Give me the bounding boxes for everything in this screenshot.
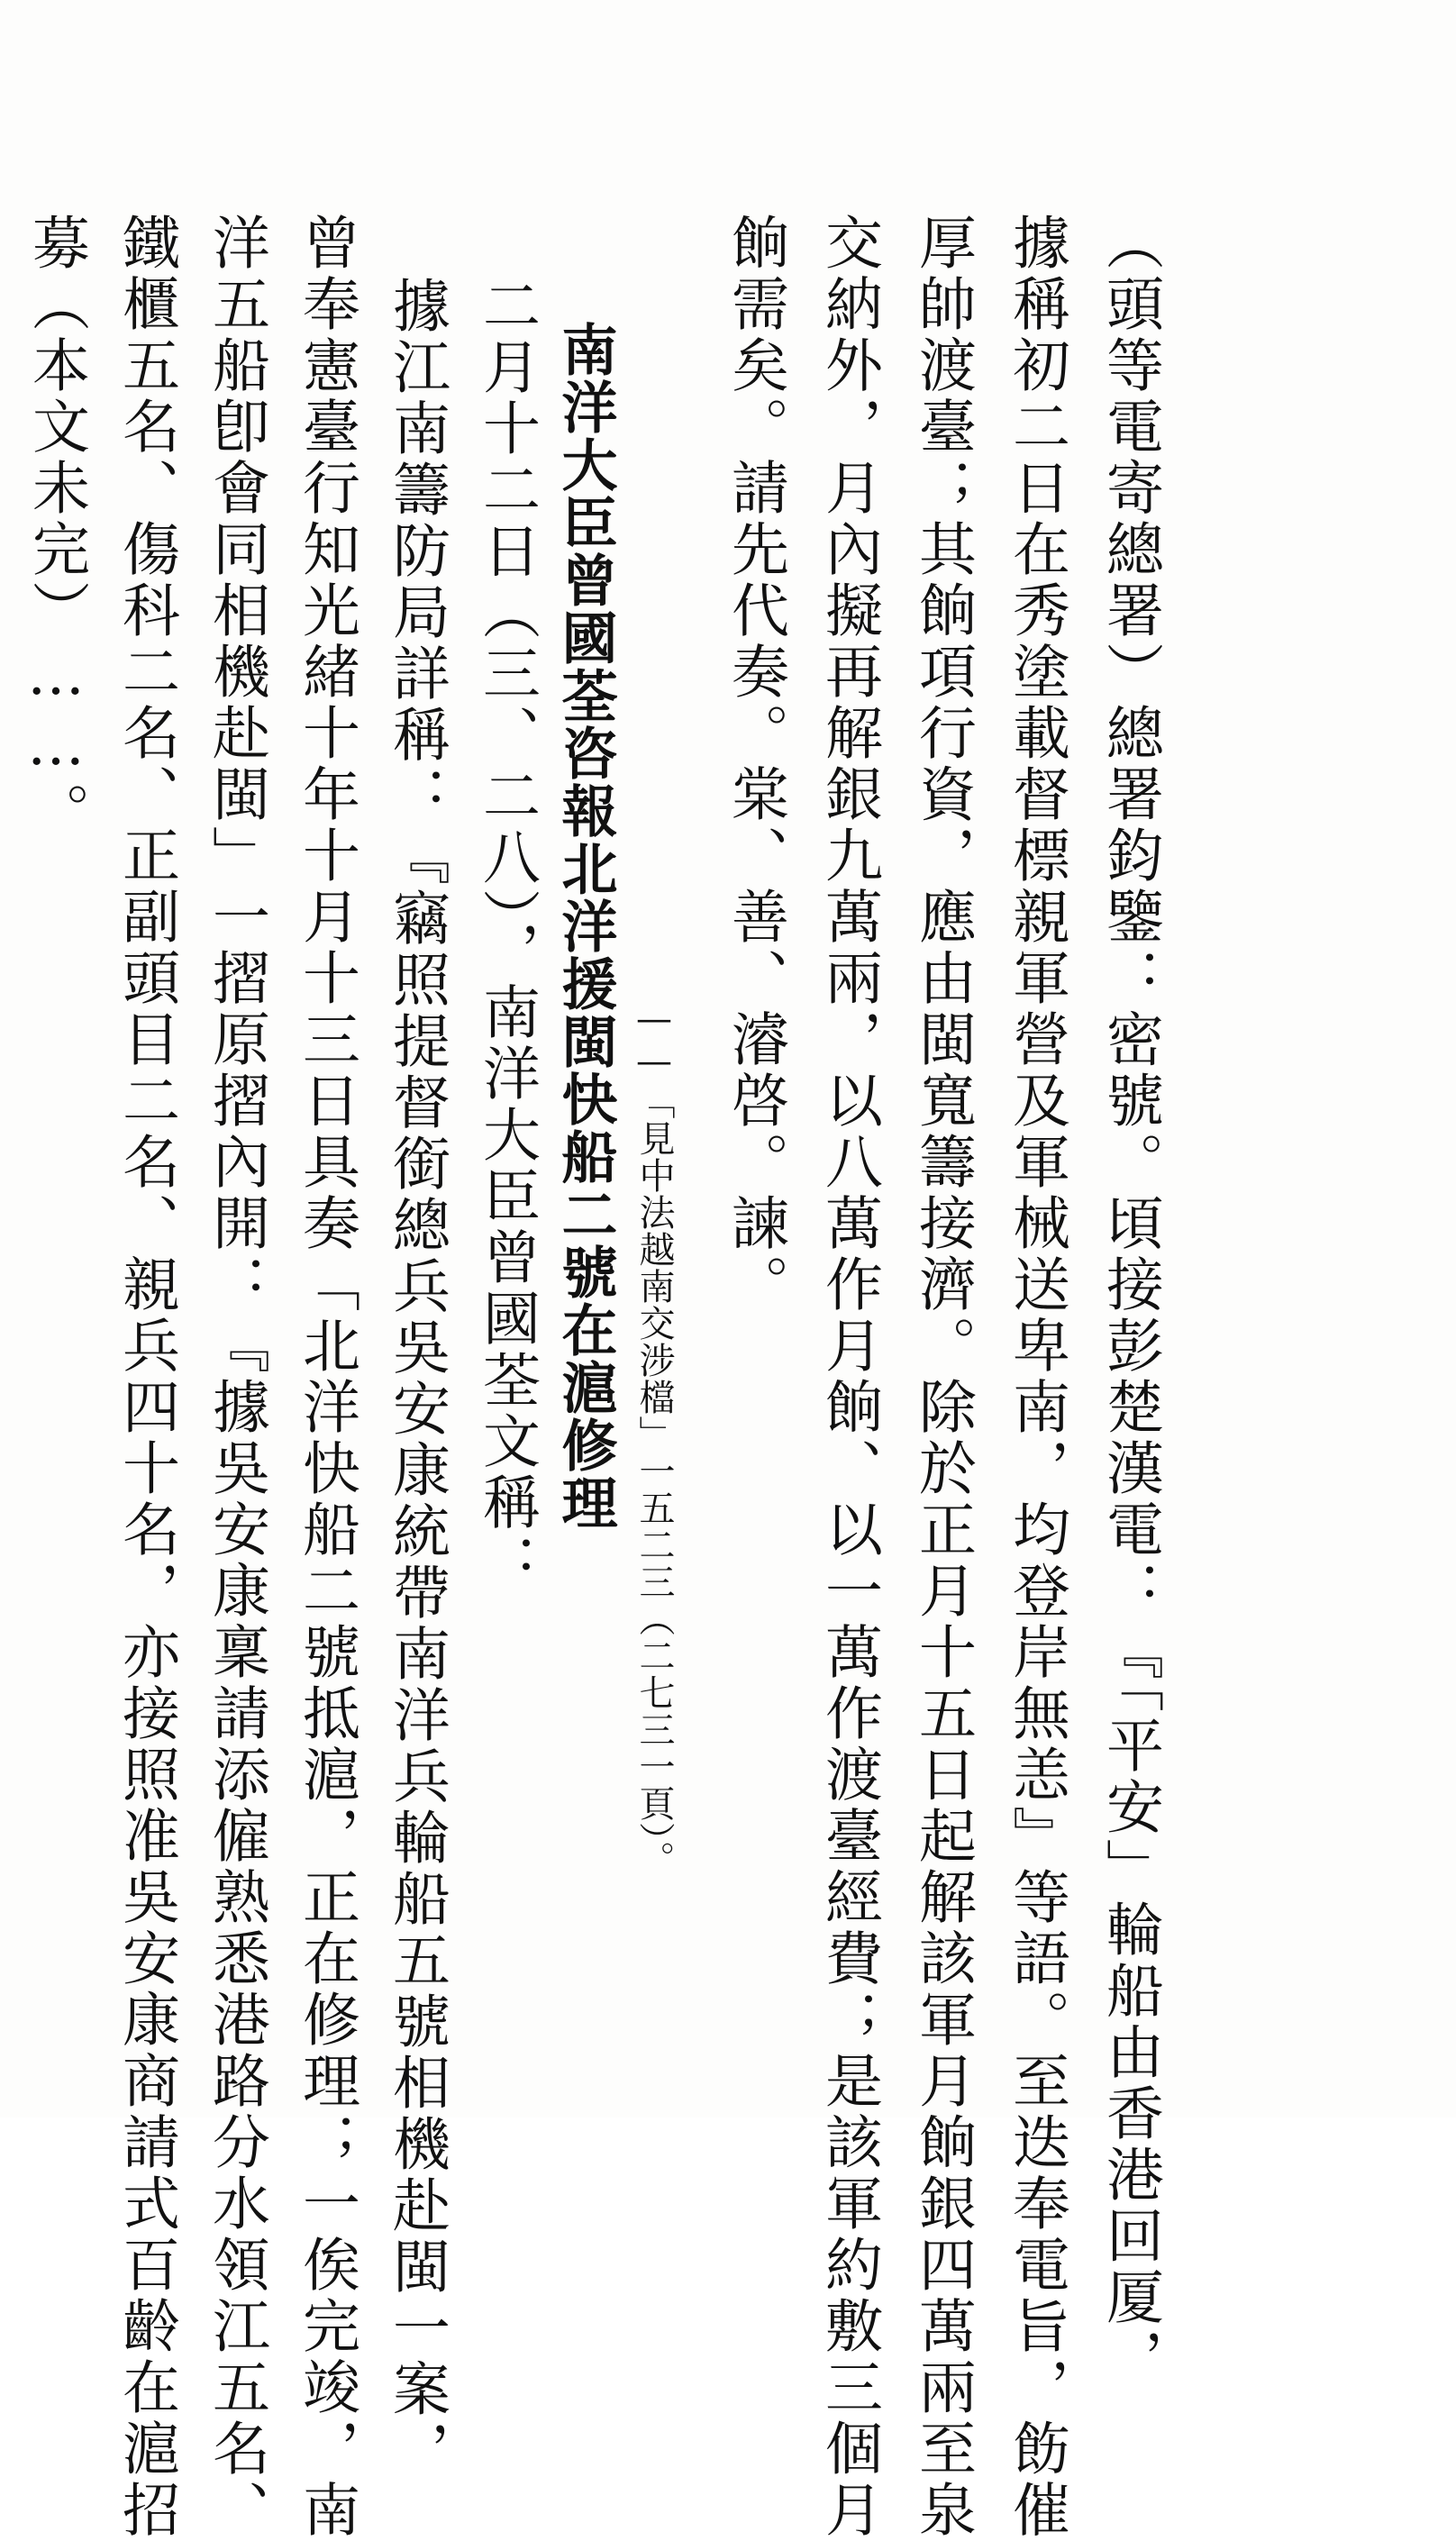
prev-doc-line-2: 據稱初二日在秀塗載督標親軍營及軍械送卑南，均登岸無恙』等語。至迭奉電旨，飭催 (1003, 213, 1069, 2541)
doc-line-2: 據江南籌防局詳稱：『竊照提督銜總兵吳安康統帶南洋兵輪船五號相機赴閩一案， (383, 276, 450, 2482)
doc-heading: 南洋大臣曾國荃咨報北洋援閩快船二號在滬修理 (552, 321, 618, 1532)
prev-doc-line-1: （頭等電寄總署）總署鈞鑒：密號。頃接彭楚漢電：『「平安」輪船由香港回厦， (1097, 213, 1163, 2390)
doc-line-4: 洋五船卽會同相機赴閩」一摺原摺內開：『據吳安康稟請添僱熟悉港路分水領江五名、 (203, 213, 269, 2541)
prev-doc-line-5: 餉需矣。請先代奏。棠、善、濬啓。諫。 (722, 213, 788, 1316)
doc-line-5: 鐵櫃五名、傷科二名、正副頭目二名、親兵四十名，亦接照准吳安康商請式百齡在滬招 (113, 213, 179, 2541)
doc-line-1: 二月十二日（三、二八），南洋大臣曾國荃文稱： (473, 276, 540, 1595)
prev-doc-citation: ——「見中法越南交涉檔」一五二三（二七三一頁）。 (633, 998, 675, 1878)
doc-line-6: 募（本文未完）……。 (23, 213, 89, 843)
prev-doc-line-4: 交納外，月內擬再解銀九萬兩，以八萬作月餉、以一萬作渡臺經費；是該軍約敷三個月 (815, 213, 882, 2541)
prev-doc-line-3: 厚帥渡臺；其餉項行資，應由閩寬籌接濟。除於正月十五日起解該軍月餉銀四萬兩至泉 (909, 213, 976, 2541)
doc-line-3: 曾奉憲臺行知光緒十年十月十三日具奏「北洋快船二號抵滬，正在修理；一俟完竣，南 (293, 213, 359, 2541)
